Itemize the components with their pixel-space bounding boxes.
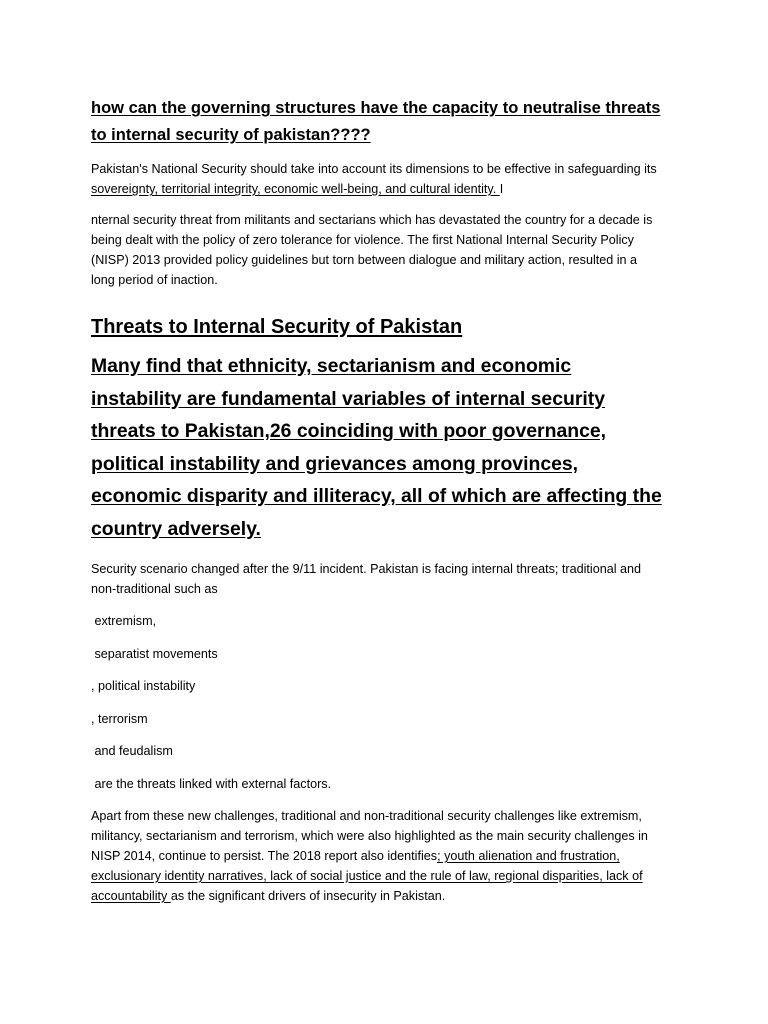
list-item: , terrorism: [91, 711, 148, 726]
list-item: and feudalism: [91, 744, 173, 758]
paragraph-intro-text: Pakistan's National Security should take into account its dimensions to be effective in safeguarding its: [91, 162, 657, 176]
paragraph-tail-text: as the significant drivers of insecurity in Pakistan.: [170, 889, 446, 903]
threat-list: [91, 611, 663, 794]
list-item: , political instability: [91, 679, 196, 693]
paragraph-security-scenario: Security scenario changed after the 9/11 incident. Pakistan is facing internal threats; traditional and non-traditional such as: [91, 562, 642, 596]
list-item: separatist movements: [91, 646, 218, 661]
paragraph-intro-text: Apart from these new challenges, traditional and non-traditional security challenges like extremism, militancy, sectarianism and terrorism, which were also highlighted as the main security challenges in NISP 2014, continue to persist. The 2018 report also identifies: [91, 809, 648, 863]
list-item: are the threats linked with external factors.: [91, 776, 332, 791]
emphasis-paragraph: Many find that ethnicity, sectarianism and economic instability are fundamental variables of internal security threats to Pakistan,26 coinciding with poor governance, political instability and grievances among provinces, economic disparity and illiteracy, all of which are affecting the country adversely.: [91, 355, 662, 540]
paragraph-tail-text: I: [499, 182, 504, 196]
paragraph-challenges: [91, 806, 663, 906]
paragraph-national-security: [91, 159, 663, 199]
underlined-phrase: sovereignty, territorial integrity, economic well-being, and cultural identity.: [91, 182, 500, 196]
list-item: extremism,: [91, 614, 157, 628]
underlined-phrase: ; youth alienation and frustration, exclusionary identity narratives, lack of social justice and the rule of law, regional disparities, lack of accountability: [91, 849, 643, 903]
section-heading: Threats to Internal Security of Pakistan: [91, 316, 463, 338]
paragraph-internal-threat: nternal security threat from militants and sectarians which has devastated the country for a decade is being dealt with the policy of zero tolerance for violence. The first National Internal Security Policy (NISP) 2013 provided policy guidelines but torn between dialogue and military action, resulted in a long period of inaction.: [91, 213, 653, 287]
question-heading: how can the governing structures have the capacity to neutralise threats to internal security of pakistan????: [91, 99, 661, 144]
